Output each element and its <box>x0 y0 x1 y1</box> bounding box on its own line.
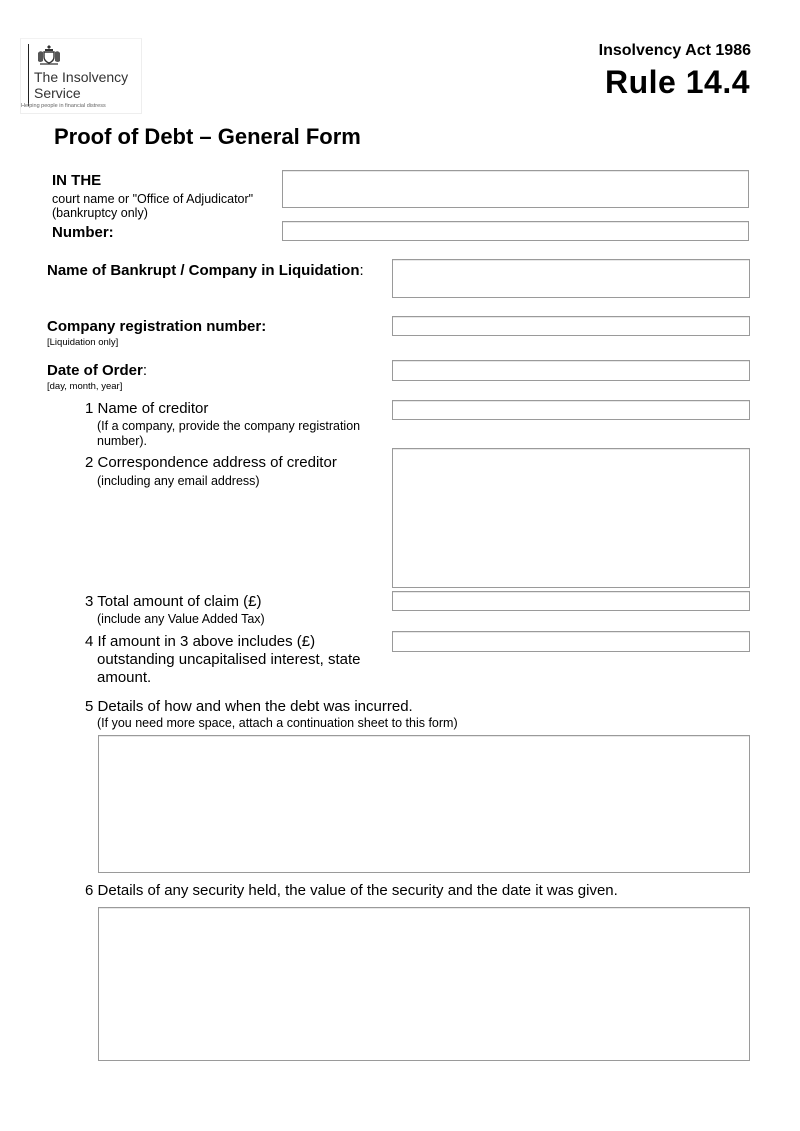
act-title: Insolvency Act 1986 <box>598 42 751 59</box>
company-reg-label: Company registration number: <box>47 318 267 335</box>
royal-crest-icon <box>36 44 62 66</box>
date-of-order-field[interactable] <box>392 360 750 381</box>
logo-divider <box>28 44 29 106</box>
bankrupt-name-field[interactable] <box>392 259 750 298</box>
item-5-hint: (If you need more space, attach a continuation sheet to this form) <box>97 716 458 730</box>
debt-details-field[interactable] <box>98 735 750 873</box>
page-title: Proof of Debt – General Form <box>54 124 361 149</box>
item-6-label: 6 Details of any security held, the value of the security and the date it was given. <box>85 882 618 899</box>
logo-name: The Insolvency Service <box>34 69 129 101</box>
interest-amount-field[interactable] <box>392 631 750 652</box>
creditor-name-field[interactable] <box>392 400 750 420</box>
rule-number: Rule 14.4 <box>604 64 750 100</box>
company-reg-hint: [Liquidation only] <box>47 337 119 348</box>
court-name-field[interactable] <box>282 170 749 208</box>
number-field[interactable] <box>282 221 749 241</box>
in-the-hint: court name or "Office of Adjudicator" (bankruptcy only) <box>52 192 254 220</box>
item-1-hint: (If a company, provide the company registration number). <box>97 419 361 448</box>
item-1-label: 1 Name of creditor <box>85 400 209 417</box>
item-2-hint: (including any email address) <box>97 474 260 488</box>
logo-tagline: Helping people in financial distress <box>21 103 106 109</box>
item-5-label: 5 Details of how and when the debt was incurred. <box>85 698 413 715</box>
in-the-label: IN THE <box>52 172 102 189</box>
item-4-label: 4 If amount in 3 above includes (£) outstanding uncapitalised interest, state amount. <box>85 633 361 686</box>
item-2-label: 2 Correspondence address of creditor <box>85 454 337 471</box>
creditor-address-field[interactable] <box>392 448 750 588</box>
company-reg-field[interactable] <box>392 316 750 336</box>
number-label: Number: <box>52 224 114 241</box>
date-of-order-label: Date of Order: <box>47 362 148 379</box>
bankrupt-name-label: Name of Bankrupt / Company in Liquidation: <box>47 262 364 279</box>
item-3-hint: (include any Value Added Tax) <box>97 612 265 626</box>
item-3-label: 3 Total amount of claim (£) <box>85 593 262 610</box>
date-of-order-hint: [day, month, year] <box>47 381 123 392</box>
security-details-field[interactable] <box>98 907 750 1061</box>
total-claim-field[interactable] <box>392 591 750 611</box>
